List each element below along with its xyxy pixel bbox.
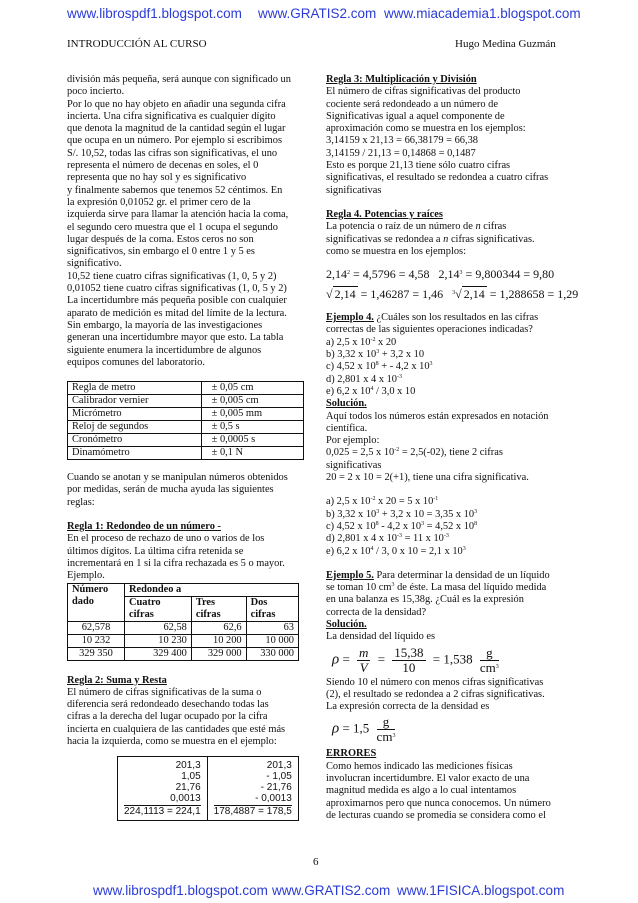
expression-part: a) 2,5 x 10	[326, 336, 371, 348]
expression-part: - 4,2 x 10	[378, 520, 422, 532]
rounding-cell: 62,58	[125, 621, 192, 634]
rounding-cell: 10 200	[191, 634, 246, 647]
rule4-n: n	[475, 221, 481, 233]
expression-part: e) 6,2 x 10	[326, 545, 371, 557]
instrument-uncertainty: ± 0,05 cm	[201, 382, 303, 395]
instrument-name: Regla de metro	[68, 382, 202, 395]
example4-text: ¿Cuáles son los resultados en las cifras correctas de las siguientes operaciones indicadas?	[326, 312, 539, 336]
exponent: -3	[397, 533, 402, 540]
rounding-header-group: Redondeo a	[125, 583, 299, 596]
sum-line: - 1,05	[266, 771, 292, 783]
example4-item	[326, 349, 566, 361]
expression-part: + - 4,2 x 10	[378, 361, 430, 373]
expression-part: x 20	[375, 336, 397, 348]
rounding-cell: 329 000	[191, 647, 246, 660]
expression-part: b) 3,32 x 10	[326, 508, 377, 520]
answer-item	[326, 496, 566, 508]
eq-exp: 3	[459, 270, 463, 277]
eq-base: 2,14	[438, 267, 460, 282]
rule4-text-part: cifras significativas. como se muestra en los ejemplos:	[326, 233, 535, 257]
watermark-top-3: www.miacademia1.blogspot.com	[384, 6, 581, 21]
expression-part: d) 2,801 x 4 x 10	[326, 533, 397, 545]
exponent: 4	[370, 385, 374, 392]
example4-items	[326, 337, 566, 398]
sum-line: 21,76	[175, 782, 201, 794]
example5-text: Para determinar la densidad de un líquido se toman 10 cm	[326, 569, 550, 594]
frac-num: m	[359, 644, 369, 660]
eq-radicand: 2,14	[463, 287, 485, 302]
instrument-row	[68, 382, 304, 395]
rule4-text-part: La potencia o raíz de un número de	[326, 221, 476, 233]
expression-part: a) 2,5 x 10	[326, 496, 371, 508]
exponent: 4	[370, 545, 374, 552]
rounding-table	[67, 583, 299, 661]
eq-result: = 4,5796 = 4,58	[350, 267, 430, 282]
expression-part: + 3,2 x 10 = 3,35 x 10	[379, 508, 475, 520]
sol-part: = 2,5(-02), tiene 2 cifras significativas	[326, 447, 503, 471]
expression-part: / 3, 0 x 10 = 2,1 x 10	[373, 545, 463, 557]
expression-part: / 3,0 x 10	[373, 385, 416, 397]
example4-item	[326, 337, 566, 349]
header-title: INTRODUCCIÓN AL CURSO	[67, 38, 207, 50]
rule2-title: Regla 2: Suma y Resta	[67, 674, 167, 686]
exponent: 3	[376, 508, 380, 515]
sum-result: 224,1113 = 224,1	[124, 806, 201, 818]
solution2-label: Solución.	[326, 618, 367, 630]
solution-example-2: 20 = 2 x 10 = 2(+1), tiene una cifra significativa.	[326, 472, 529, 484]
instrument-row	[68, 408, 304, 421]
instrument-uncertainty: ± 0,5 s	[201, 421, 303, 434]
exponent: -3	[397, 373, 402, 380]
rule4-text-part: cifras significativas se redondea a	[326, 221, 507, 245]
solution-label: Solución.	[326, 398, 367, 410]
eq-result: = 1,46287 = 1,46	[357, 287, 444, 302]
rule3-text: El número de cifras significativas del producto cociente será redondeado a un número de Significativas igual a aquel componente de aproximación como se muestra en los ejemplos: 3,14159 x 21,13 = 66,38179 = 66,38 3,14159 / 21,13 = 0,14868 = 0,1487 Esto es porque 21,13 tiene sólo cuatro cifras significativas, el resultado se redondea a cuatro cifras significativas	[326, 86, 549, 196]
power-root-equations	[326, 264, 579, 304]
example4-title: Ejemplo 4.	[326, 312, 374, 324]
power-equation	[326, 264, 566, 284]
answer-item	[326, 546, 566, 558]
exponent: -2	[370, 496, 376, 503]
solution2-text2: Siendo 10 el número con menos cifras significativas (2), el resultado se redondea a 2 cifras significativas. La expresión correcta de la densidad es	[326, 676, 545, 713]
left-column	[67, 74, 307, 821]
frac-den	[480, 661, 499, 675]
expression-part: + 3,2 x 10	[379, 349, 425, 361]
density-result: = 1,5	[342, 720, 370, 736]
frac-num: g	[377, 715, 396, 730]
instrument-name: Dinamómetro	[68, 447, 202, 460]
rounding-cell: 63	[246, 621, 298, 634]
watermark-bottom-2: www.GRATIS2.com	[272, 883, 391, 898]
unit-cm: cm	[479, 659, 496, 675]
expression-part: b) 3,32 x 10	[326, 349, 377, 361]
frac-den: V	[359, 659, 368, 675]
expression-part: e) 6,2 x 10	[326, 385, 371, 397]
right-column	[326, 74, 579, 822]
exponent: -1	[433, 496, 439, 503]
rule1-title: Regla 1: Redondeo de un número -	[67, 521, 221, 533]
exponent: 3	[474, 508, 478, 515]
root-equation	[326, 284, 579, 304]
example4-question	[326, 312, 566, 337]
exponent: 3	[421, 520, 425, 527]
frac-units	[480, 646, 499, 675]
sqrt-icon: √	[455, 287, 462, 302]
rounding-header-col: Dos cifras	[246, 596, 298, 621]
watermark-top-2: www.GRATIS2.com	[258, 6, 377, 21]
rounding-cell: 330 000	[246, 647, 298, 660]
answer-item	[326, 521, 566, 533]
rounding-cell: 62,6	[191, 621, 246, 634]
exponent: 3	[376, 349, 380, 356]
rule4-text	[326, 221, 566, 258]
sum-result: 178,4887 = 178,5	[213, 806, 292, 818]
sum-line: - 0,0013	[255, 793, 292, 805]
eq-root-index: 3	[452, 290, 456, 297]
frac-values	[392, 646, 425, 675]
expression-part: c) 4,52 x 10	[326, 361, 376, 373]
expression-part: x 20 = 5 x 10	[375, 496, 434, 508]
sum-line: 201,3	[175, 760, 201, 772]
sum-line: 1,05	[181, 771, 201, 783]
instrument-uncertainty: ± 0,005 mm	[201, 408, 303, 421]
header-author: Hugo Medina Guzmán	[455, 38, 556, 50]
rounding-row	[68, 634, 299, 647]
frac-den	[377, 730, 396, 744]
sum-example-2	[208, 756, 299, 821]
example4-item	[326, 386, 566, 398]
expression-part: d) 2,801 x 4 x 10	[326, 373, 397, 385]
sum-example-1	[117, 756, 208, 821]
rho-symbol: ρ	[332, 720, 340, 737]
eq-result: = 1,288658 = 1,29	[486, 287, 579, 302]
example4-item	[326, 374, 566, 386]
sum-line: 201,3	[266, 760, 292, 772]
sol-exp: -2	[394, 447, 400, 454]
exponent: -3	[443, 533, 449, 540]
watermark-top-1: www.librospdf1.blogspot.com	[67, 6, 242, 21]
instrument-uncertainty: ± 0,005 cm	[201, 395, 303, 408]
eq-exp: 2	[347, 270, 350, 277]
frac-num: 15,38	[394, 644, 424, 660]
instrument-row	[68, 434, 304, 447]
expression-part: = 11 x 10	[402, 533, 444, 545]
exponent: 8	[375, 520, 379, 527]
rule4-title: Regla 4. Potencias y raíces	[326, 208, 443, 220]
solution-text: Aquí todos los números están expresados en notación científica. Por ejemplo:	[326, 410, 549, 447]
rule2-text: El número de cifras significativas de la suma o diferencia será redondeado desechando todas las cifras a la derecha del lugar ocupado por la cifra incierta en cualquiera de las cantidades que esté más hacia la izquierda, como se muestra en el ejemplo:	[67, 686, 286, 747]
example5-question	[326, 570, 566, 619]
example4-item	[326, 361, 566, 373]
expression-part: = 4,52 x 10	[424, 520, 475, 532]
sqrt-icon: √	[326, 287, 333, 302]
answer-item	[326, 533, 566, 545]
instrument-row	[68, 421, 304, 434]
example5-title: Ejemplo 5.	[326, 569, 374, 581]
exp: 3	[495, 663, 499, 670]
instrument-row	[68, 395, 304, 408]
eq-result: = 9,800344 = 9,80	[462, 267, 555, 282]
instrument-name: Cronómetro	[68, 434, 202, 447]
rounding-header-col: Tres cifras	[191, 596, 246, 621]
exponent: 3	[429, 361, 433, 368]
exponent: 8	[474, 520, 478, 527]
rule1-text: En el proceso de rechazo de uno o varios de los últimos dígitos. La última cifra retenida se incrementará en 1 si la cifra rechazada es 5 o mayor. Ejemplo.	[67, 533, 285, 582]
watermark-bottom-1: www.librospdf1.blogspot.com	[93, 883, 268, 898]
answer-item	[326, 509, 566, 521]
frac-num: g	[480, 646, 499, 661]
rounding-header-number: Número dado	[68, 583, 125, 621]
rule4-n: n	[443, 233, 449, 245]
expression-part: c) 4,52 x 10	[326, 520, 376, 532]
rounding-cell: 10 232	[68, 634, 125, 647]
watermark-bottom-3: www.1FISICA.blogspot.com	[397, 883, 565, 898]
sol-part: 0,025 = 2,5 x 10	[326, 447, 395, 459]
instrument-name: Micrómetro	[68, 408, 202, 421]
eq-base: 2,14	[326, 267, 347, 282]
rounding-cell: 329 400	[125, 647, 192, 660]
solution-example-1	[326, 447, 566, 472]
errors-title: ERRORES	[326, 748, 377, 760]
rules-intro: Cuando se anotan y se manipulan números obtenidos por medidas, serán de mucha ayuda las siguientes reglas:	[67, 472, 288, 508]
example5-text: de éste. La masa del líquido medida en una balanza es 15,38g. ¿Cuál es la expresión correcta de la densidad?	[326, 582, 547, 618]
exponent: 3	[462, 545, 466, 552]
rounding-cell: 10 000	[246, 634, 298, 647]
instrument-table	[67, 381, 304, 460]
instrument-uncertainty: ± 0,1 N	[201, 447, 303, 460]
solution2-text: La densidad del líquido es	[326, 631, 436, 643]
unit-cm: cm	[376, 729, 393, 745]
instrument-uncertainty: ± 0,0005 s	[201, 434, 303, 447]
exp: 3	[391, 582, 395, 589]
frac-mv	[357, 646, 370, 675]
density-equation-2	[332, 715, 566, 744]
rounding-cell: 329 350	[68, 647, 125, 660]
instrument-row	[68, 447, 304, 460]
rounding-row	[68, 621, 299, 634]
rounding-row	[68, 647, 299, 660]
eq-radicand: 2,14	[334, 287, 356, 302]
page-number: 6	[313, 856, 319, 868]
instrument-name: Reloj de segundos	[68, 421, 202, 434]
density-equation: ρ = $\frac{m}{V}$ = $\frac{15,38}{10}$ = 1,538 $\frac{g}{cm^3}$	[332, 644, 499, 675]
rule3-title: Regla 3: Multiplicación y División	[326, 74, 477, 85]
sum-line: 0,0013	[170, 793, 201, 805]
frac-units	[377, 715, 396, 744]
intro-paragraph: división más pequeña, será aunque con significado un poco incierto. Por lo que no hay objeto en añadir una segunda cifra incierta. Una cifra significativa es cualquier dígito que denota la magnitud de la cantidad según el lugar que ocupa en un número. Por ejemplo si escribimos S/. 10,52, todas las cifras son significativas, el uno representa el número de decenas en soles, el 0 representa que no hay sol y es significativo y finalmente sabemos que tenemos 52 céntimos. En la expresión 0,01052 gr. el primer cero de la izquierda sirve para llamar la atención hacia la coma, el segundo cero muestra que el 1 ocupa el segundo lugar después de la coma. Estos ceros no son significativos, sin embargo el 0 entre 1 y 5 es significativo. 10,52 tiene cuatro cifras significativas (1, 0, 5 y 2) 0,01052 tiene cuatro cifras significativas (1, 0, 5 y 2) La incertidumbre más pequeña posible con cualquier aparato de medición es mitad del límite de la lectura. Sin embargo, la mayoría de las investigaciones generan una incertidumbre mayor que esto. La tabla siguiente enumera la incertidumbre de algunos equipos comunes del laboratorio.	[67, 74, 291, 368]
rounding-header-col: Cuatro cifras	[125, 596, 192, 621]
rho-symbol: ρ	[332, 651, 340, 668]
instrument-name: Calibrador vernier	[68, 395, 202, 408]
rounding-cell: 10 230	[125, 634, 192, 647]
frac-den: 10	[402, 659, 416, 675]
rounding-cell: 62,578	[68, 621, 125, 634]
exp: 3	[392, 733, 396, 740]
density-result: = 1,538	[432, 651, 473, 667]
answer-items	[326, 496, 566, 557]
exponent: -2	[370, 336, 376, 343]
errors-text: Como hemos indicado las mediciones físicas involucran incertidumbre. El valor exacto de una magnitud medida es algo a lo cual intentamos aproximarnos pero que nunca conocemos. Un número de lecturas cuando se promedia se considera como el	[326, 760, 551, 821]
sum-examples	[67, 756, 307, 821]
exponent: 8	[375, 361, 379, 368]
sum-line: - 21,76	[260, 782, 292, 794]
